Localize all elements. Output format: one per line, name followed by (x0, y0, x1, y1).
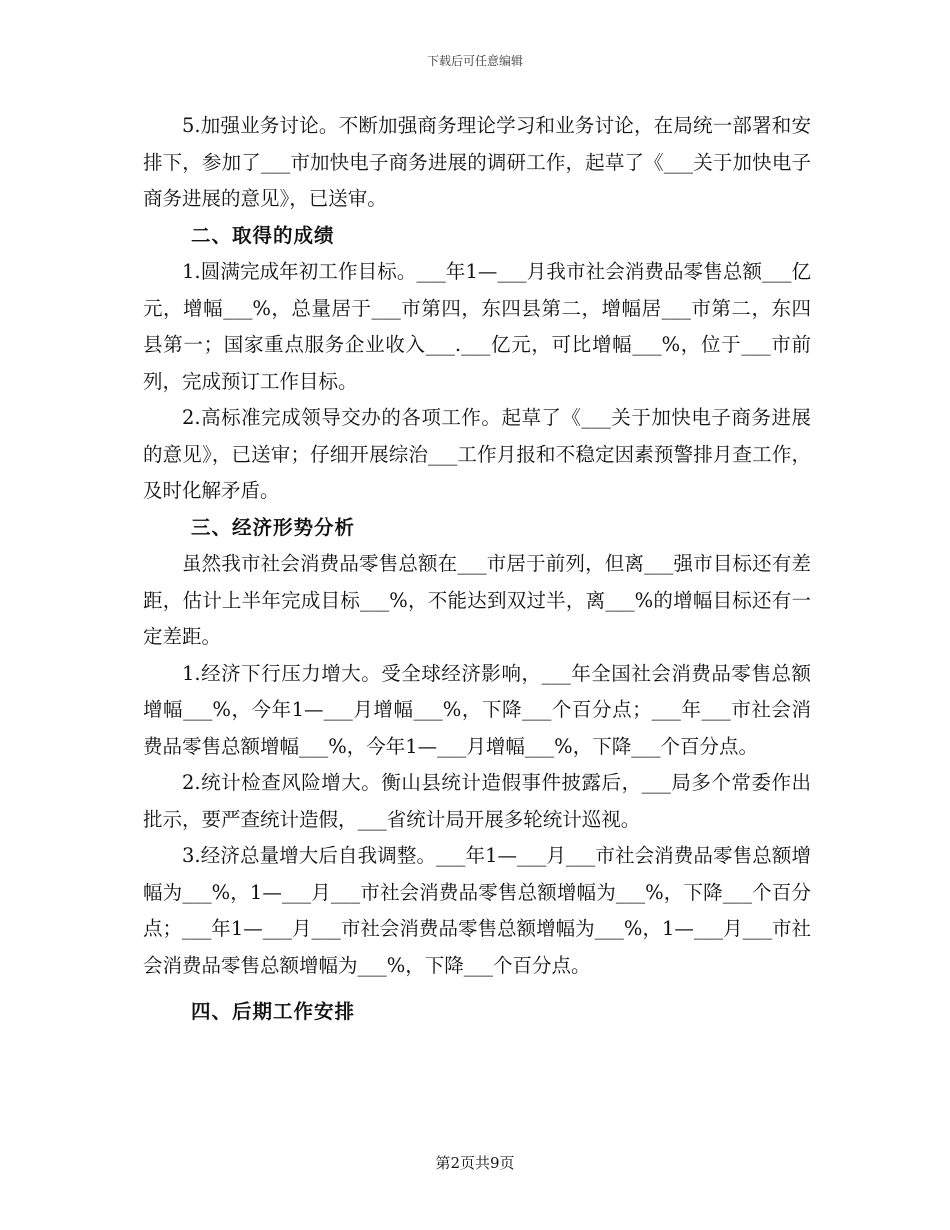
section-heading-future-plans: 四、后期工作安排 (191, 1000, 356, 1023)
document-body (143, 108, 811, 1031)
paragraph-self-adjustment: 3.经济总量增大后自我调整。___年1—___月___市社会消费品零售总额增幅为___%，1—___月___市社会消费品零售总额增幅为___%，下降___个百分点；___年1—___月___市社会消费品零售总额增幅为___%，1—___月___市社会消费品零售总额增幅为___%，下降___个百分点。 (143, 844, 811, 977)
paragraph-leadership-tasks: 2.高标准完成领导交办的各项工作。起草了《___关于加快电子商务进展的意见》，已送审；仔细开展综治___工作月报和不稳定因素预警排月查工作，及时化解矛盾。 (143, 406, 811, 502)
section-heading-economic-analysis: 三、经济形势分析 (191, 515, 356, 539)
paragraph-gap-analysis: 虽然我市社会消费品零售总额在___市居于前列，但离___强市目标还有差距，估计上半年完成目标___%，不能达到双过半，离___%的增幅目标还有一定差距。 (143, 552, 811, 648)
paragraph-statistics-risk: 2.统计检查风险增大。衡山县统计造假事件披露后，___局多个常委作出批示，要严查统计造假，___省统计局开展多轮统计巡视。 (143, 771, 811, 831)
page-number: 第2页共9页 (435, 1154, 515, 1172)
paragraph-business-discussion: 5.加强业务讨论。不断加强商务理论学习和业务讨论，在局统一部署和安排下，参加了___市加快电子商务进展的调研工作，起草了《___关于加快电子商务进展的意见》，已送审。 (143, 114, 811, 210)
paragraph-downward-pressure: 1.经济下行压力增大。受全球经济影响，___年全国社会消费品零售总额增幅___%，今年1—___月增幅___%，下降___个百分点；___年___市社会消费品零售总额增幅___%，今年1—___月增幅___%，下降___个百分点。 (143, 661, 811, 758)
page-header-note: 下载后可任意编辑 (426, 54, 523, 68)
section-heading-achievements: 二、取得的成绩 (191, 223, 335, 247)
paragraph-annual-goals: 1.圆满完成年初工作目标。___年1—___月我市社会消费品零售总额___亿元，增幅___%，总量居于___市第四，东四县第二，增幅居___市第二，东四县第一；国家重点服务企业收入___.___亿元，可比增幅___%，位于___市前列，完成预订工作目标。 (143, 260, 811, 393)
